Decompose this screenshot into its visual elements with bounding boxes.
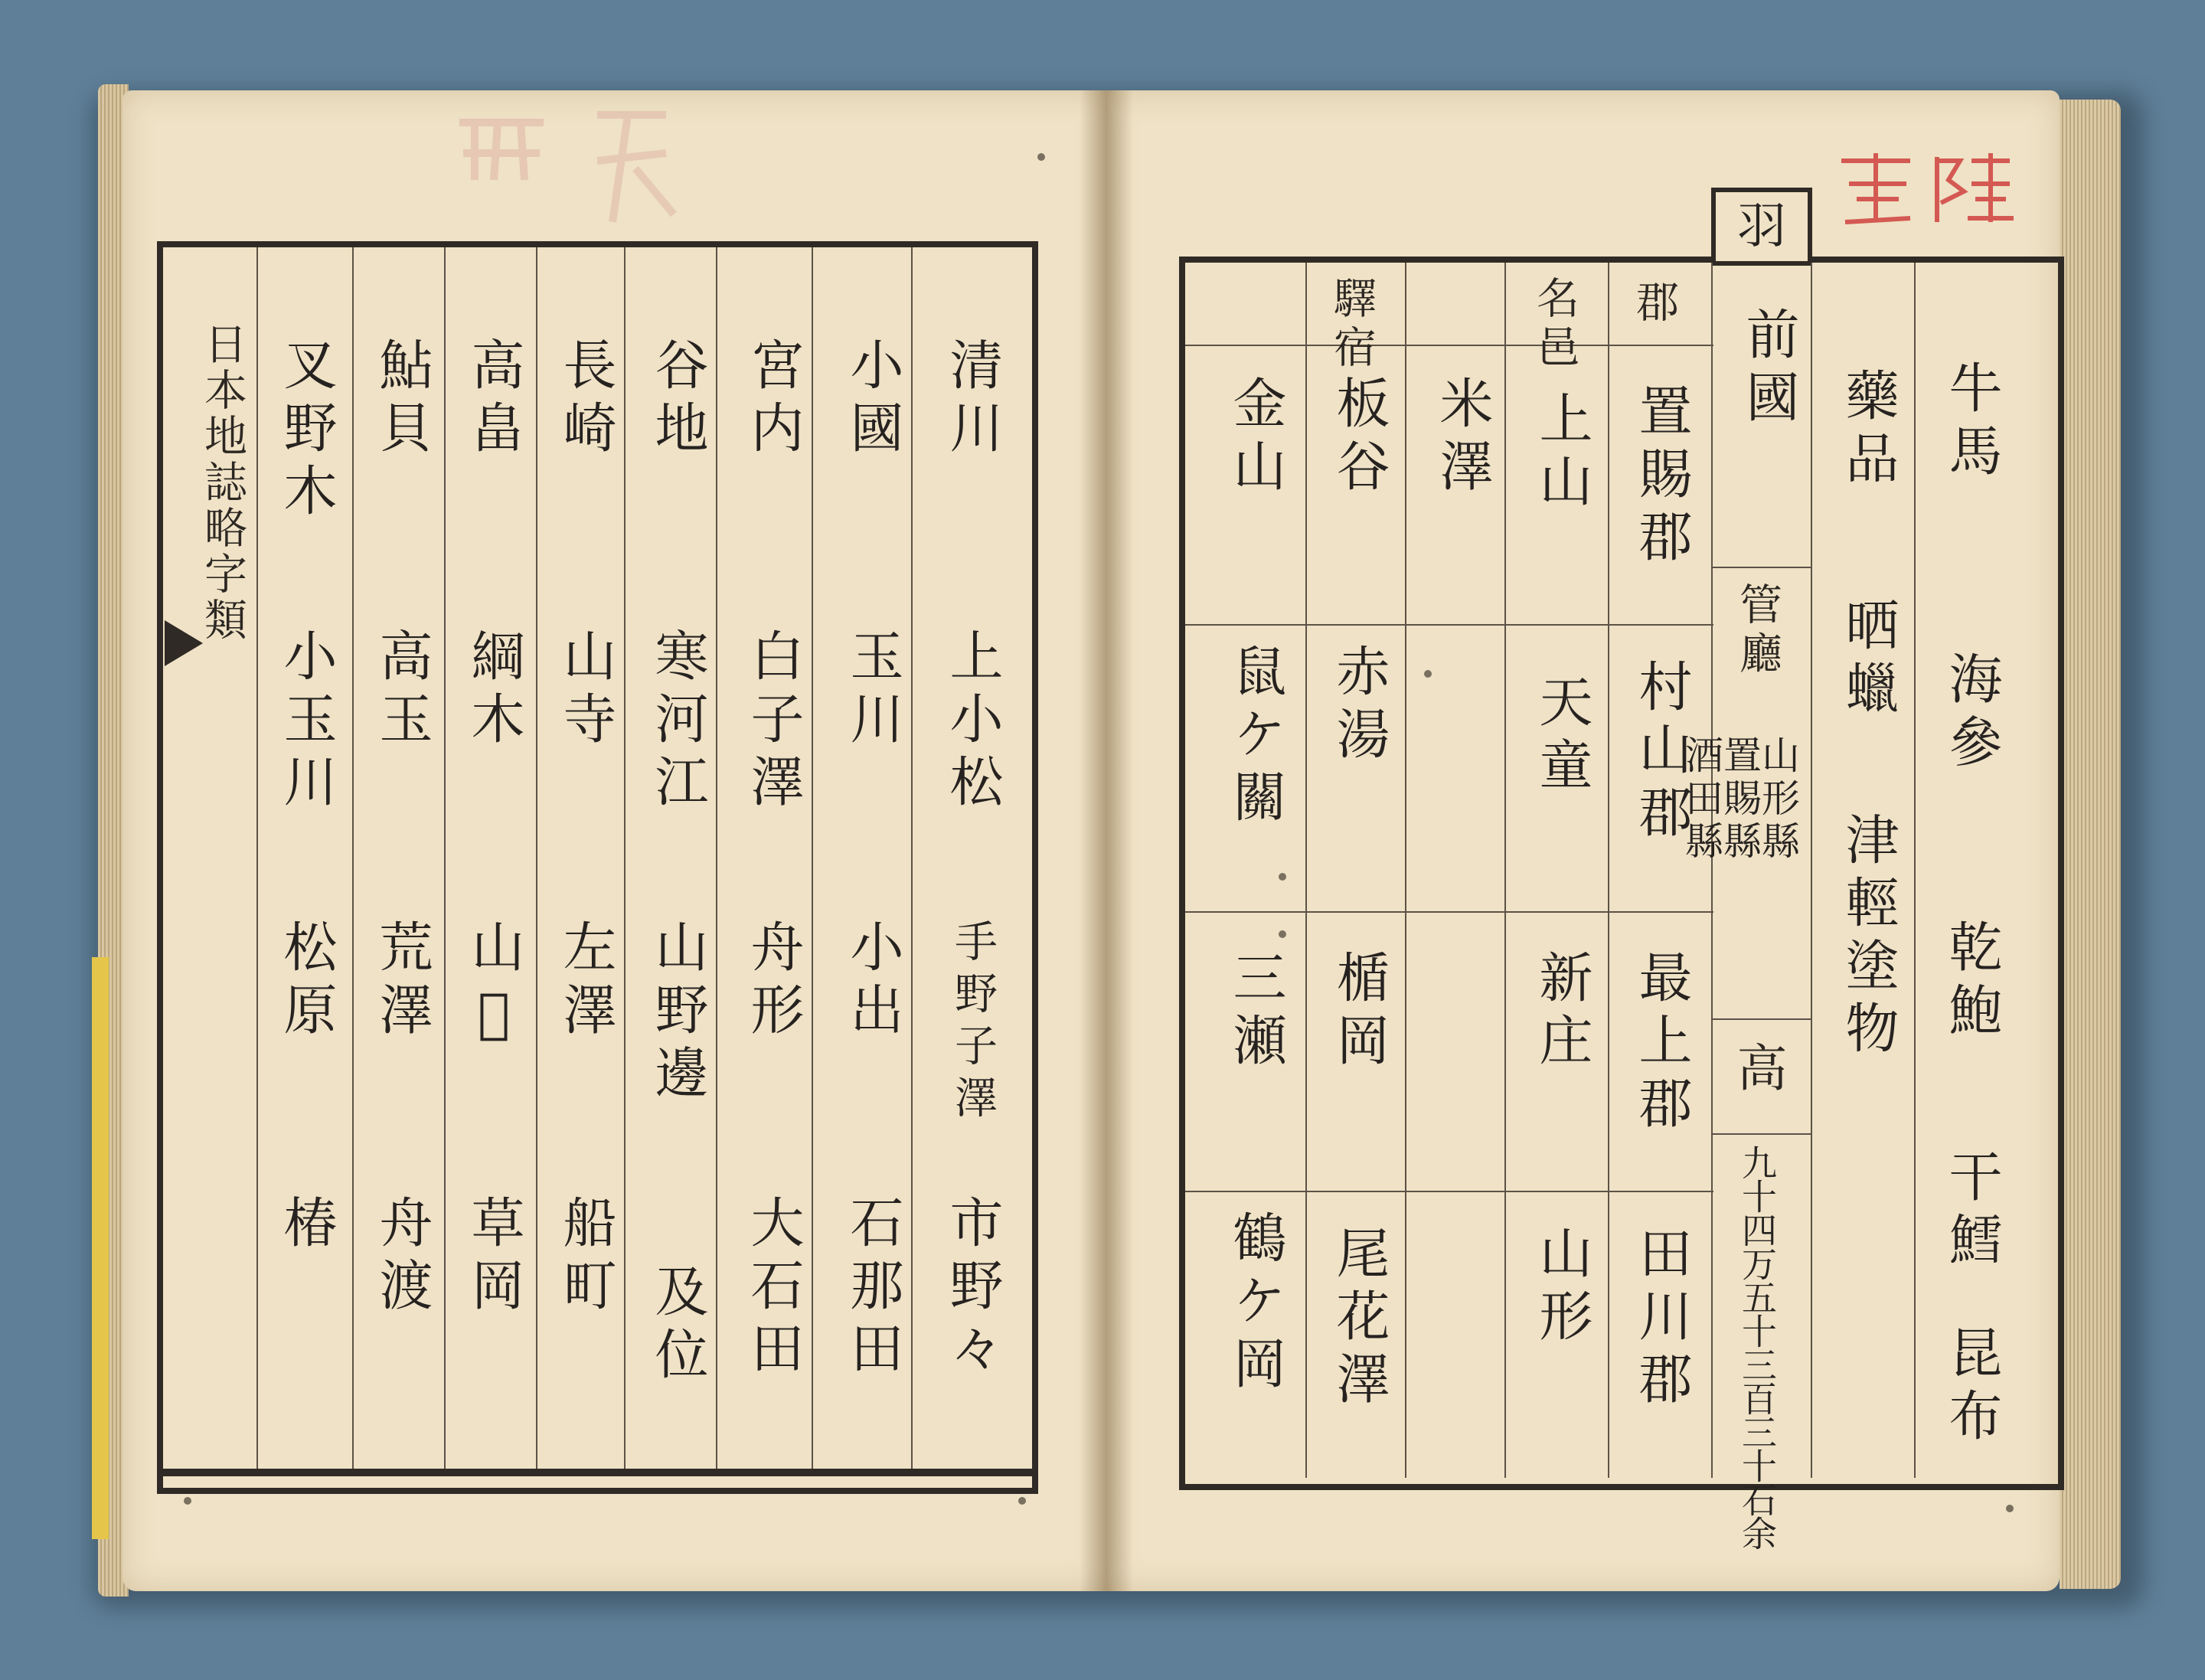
town: 天童	[1530, 674, 1593, 799]
entry: 市野々	[941, 1195, 1004, 1383]
binding-hole	[1424, 670, 1432, 678]
left-rule	[352, 247, 354, 1469]
right-rule	[1405, 263, 1406, 1478]
book-gutter	[1080, 90, 1133, 1591]
entry: 綱木	[462, 628, 525, 753]
product: 海參	[1940, 651, 2003, 776]
entry: 大石田	[742, 1195, 805, 1383]
right-rule	[1811, 263, 1812, 1478]
faint-seal-1	[452, 107, 551, 208]
right-page-edges	[2060, 100, 2121, 1589]
binding-hole	[1037, 153, 1045, 161]
left-bottom-rule	[157, 1469, 1037, 1476]
left-rule	[444, 247, 446, 1469]
binding-hole	[2006, 1505, 2014, 1512]
entry: 上小松	[941, 628, 1004, 816]
cover-edge	[92, 957, 109, 1539]
town: 上山	[1530, 391, 1593, 516]
entry: 宮内	[742, 337, 805, 462]
product: 乾鮑	[1940, 919, 2003, 1044]
left-rule	[536, 247, 537, 1469]
red-seal	[1834, 145, 2017, 230]
entry: 小國	[841, 337, 904, 462]
station: 板谷	[1328, 375, 1390, 501]
entry: 及位	[646, 1263, 709, 1389]
right-rule	[1305, 263, 1307, 1478]
entry: 長崎	[554, 337, 617, 462]
entry: 高玉	[371, 628, 433, 753]
entry: 草岡	[462, 1195, 525, 1320]
entry: 清川	[941, 337, 1004, 462]
entry: 松原	[275, 919, 338, 1044]
station: 鶴ケ岡	[1224, 1210, 1287, 1398]
station: 米澤	[1431, 375, 1494, 501]
entry: 山野邊	[646, 919, 709, 1107]
town: 新庄	[1530, 949, 1593, 1075]
station: 鼠ケ關	[1224, 643, 1287, 832]
binding-hole	[1018, 1497, 1026, 1505]
entry: 玉川	[841, 628, 904, 753]
office-entry: 酒田縣	[1679, 735, 1723, 864]
left-rule	[256, 247, 258, 1469]
entry: 山寺	[554, 628, 617, 753]
town: 山形	[1530, 1225, 1593, 1351]
right-rule	[1711, 263, 1713, 1478]
product: 昆布	[1940, 1325, 2003, 1450]
station: 金山	[1224, 375, 1287, 501]
binding-hole	[184, 1497, 191, 1505]
entry: 高畠	[462, 337, 525, 462]
entry: 寒河江	[646, 628, 709, 816]
spine-marker	[165, 620, 203, 666]
entry: 小出	[841, 919, 904, 1044]
entry: 椿	[275, 1195, 338, 1257]
station: 赤湯	[1328, 643, 1390, 769]
product: 晒蠟	[1837, 597, 1900, 723]
office-label: 管廳	[1733, 582, 1782, 680]
entry: 叉野木	[275, 337, 338, 525]
province-label: 羽	[1711, 188, 1812, 266]
district: 村山郡	[1630, 659, 1693, 847]
station-header: 驛宿	[1327, 276, 1377, 374]
station: 三瀬	[1224, 949, 1287, 1075]
product: 牛馬	[1940, 360, 2003, 485]
entry: 白子澤	[742, 628, 805, 816]
right-rule-h	[1711, 1133, 1811, 1135]
entry: 左澤	[554, 919, 617, 1044]
product: 干鱈	[1940, 1149, 2003, 1274]
right-rule-h	[1185, 1191, 1713, 1192]
town-header: 名邑	[1530, 276, 1579, 374]
province-name: 前國	[1737, 306, 1800, 432]
spine-title: 日本地誌略字類	[198, 322, 247, 643]
entry: 舟渡	[371, 1195, 433, 1320]
station: 尾花澤	[1328, 1225, 1390, 1414]
entry: 鮎貝	[371, 337, 433, 462]
binding-hole	[1279, 930, 1286, 938]
district: 置賜郡	[1630, 383, 1693, 571]
faint-seal-2	[582, 100, 681, 247]
district: 田川郡	[1630, 1225, 1693, 1414]
office-entry: 山形縣	[1756, 735, 1800, 864]
right-rule	[1914, 263, 1916, 1478]
yield-label: 高	[1728, 1041, 1787, 1098]
binding-hole	[1279, 873, 1286, 881]
right-rule	[1608, 263, 1609, 1478]
station: 楯岡	[1328, 949, 1390, 1075]
entry: 石那田	[841, 1195, 904, 1383]
entry: 荒澤	[371, 919, 433, 1044]
right-rule	[1504, 263, 1506, 1478]
district-header: 郡	[1629, 279, 1679, 328]
entry: 船町	[554, 1195, 617, 1320]
right-rule-h	[1711, 1018, 1811, 1020]
entry: 山𡶌	[462, 919, 525, 1054]
product: 藥品	[1837, 368, 1900, 493]
yield-value: 九十四万五十三百三十石余	[1736, 1145, 1778, 1549]
right-rule-h	[1185, 911, 1713, 913]
right-rule-h	[1185, 624, 1713, 626]
right-rule-h	[1185, 345, 1713, 346]
entry: 谷地	[646, 337, 709, 462]
product: 津輕塗物	[1837, 812, 1900, 1063]
entry: 小玉川	[275, 628, 338, 816]
entry: 手野子澤	[948, 919, 998, 1127]
entry: 舟形	[742, 919, 805, 1044]
office-entry: 置賜縣	[1717, 735, 1762, 864]
right-rule-h	[1711, 567, 1811, 568]
district: 最上郡	[1630, 949, 1693, 1138]
